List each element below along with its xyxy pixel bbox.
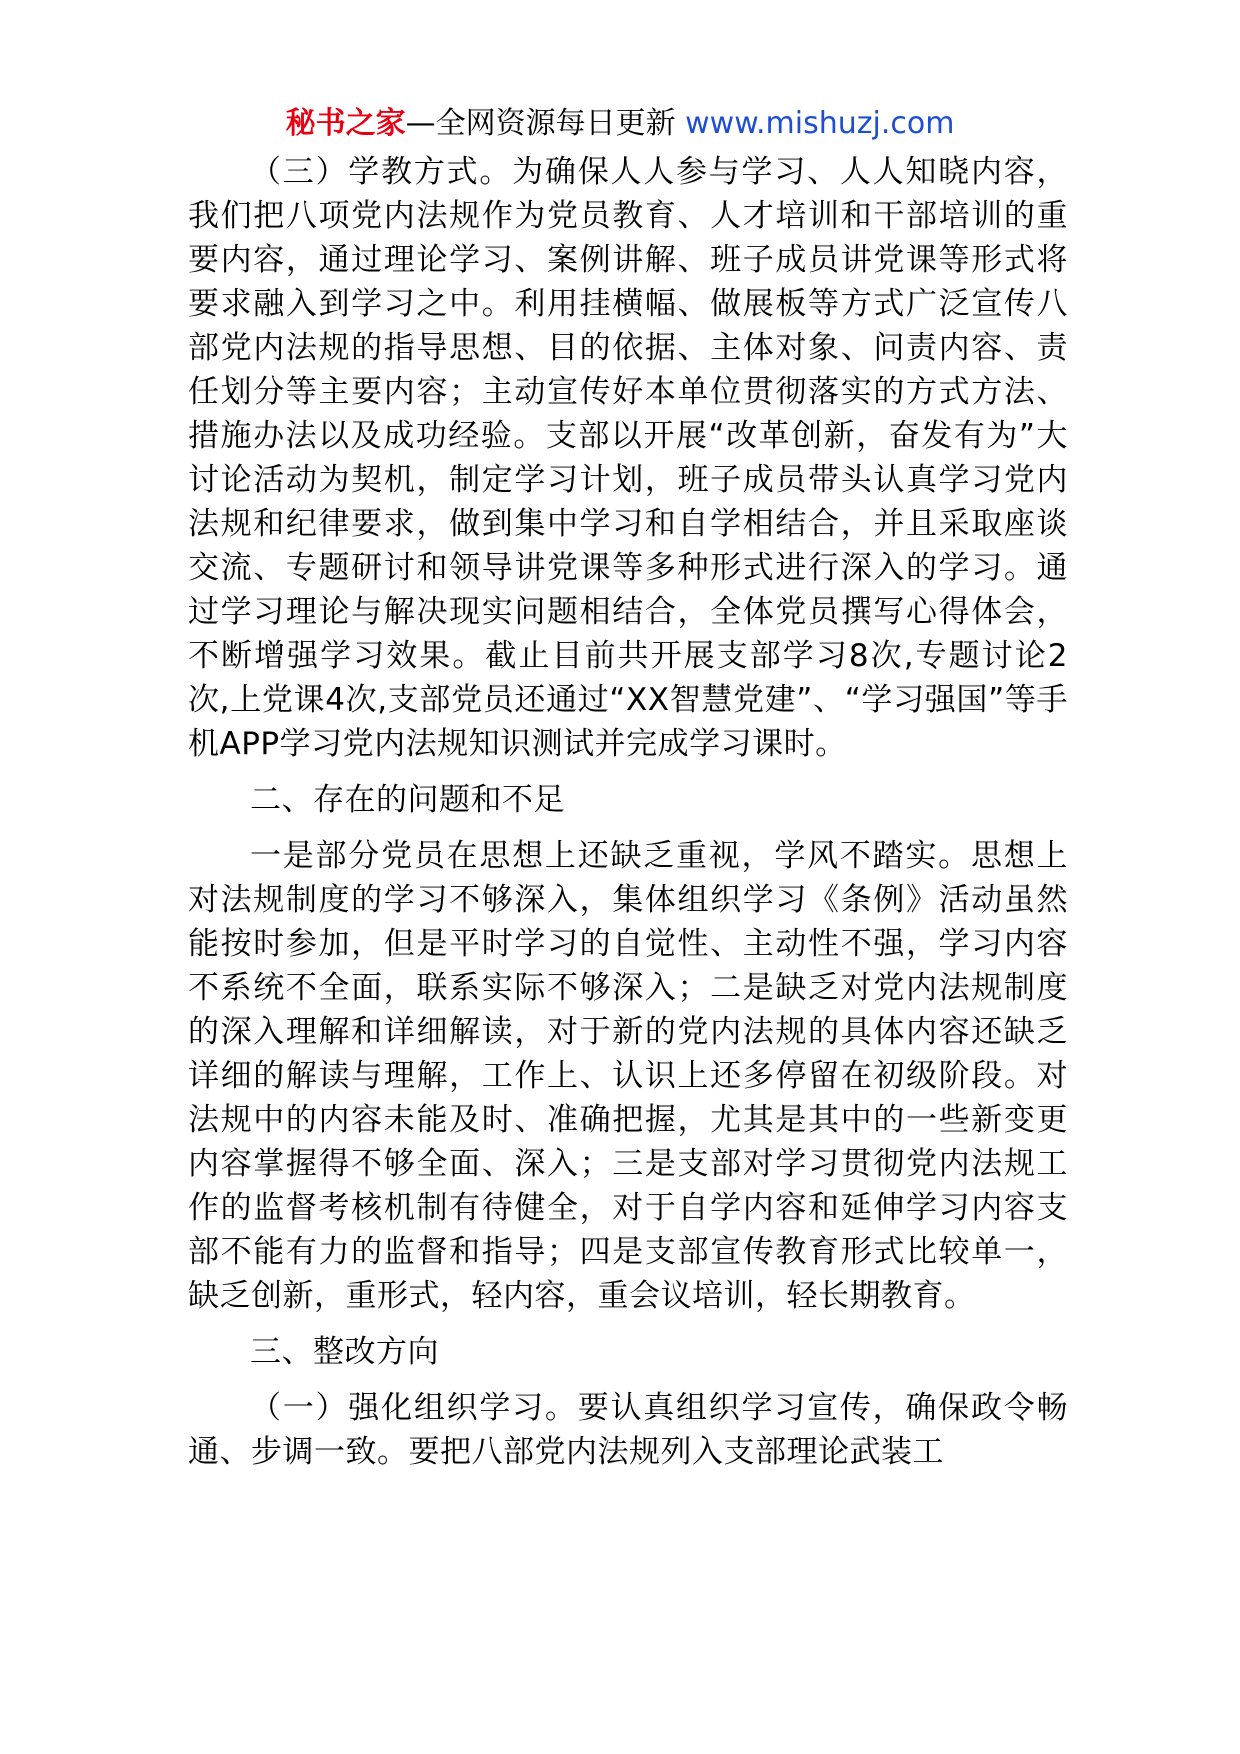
- section-heading-problems: 二、存在的问题和不足: [250, 782, 565, 818]
- paragraph-study-methods: （三）学教方式。为确保人人参与学习、人人知晓内容，我们把八项党内法规作为党员教育、人才培训和干部培训的重要内容，通过理论学习、案例讲解、班子成员讲党课等形式将要求融入到学习之中。利用挂横幅、做展板等方式广泛宣传八部党内法规的指导思想、目的依据、主体对象、问责内容、责任划分等主要内容；主动宣传好本单位贯彻落实的方式方法、措施办法以及成功经验。支部以开展“改革创新，奋发有为”大讨论活动为契机，制定学习计划，班子成员带头认真学习党内法规和纪律要求，做到集中学习和自学相结合，并且采取座谈交流、专题研讨和领导讲党课等多种形式进行深入的学习。通过学习理论与解决现实问题相结合，全体党员撰写心得体会，不断增强学习效果。截止目前共开展支部学习8次,专题讨论2次,上党课4次,支部党员还通过“XX智慧党建”、“学习强国”等手机APP学习党内法规知识测试并完成学习课时。: [188, 154, 1068, 762]
- paragraph-problems: 一是部分党员在思想上还缺乏重视，学风不踏实。思想上对法规制度的学习不够深入，集体组织学习《条例》活动虽然能按时参加，但是平时学习的自觉性、主动性不强，学习内容不系统不全面，联系实际不够深入；二是缺乏对党内法规制度的深入理解和详细解读，对于新的党内法规的具体内容还缺乏详细的解读与理解，工作上、认识上还多停留在初级阶段。对法规中的内容未能及时、准确把握，尤其是其中的一些新变更内容掌握得不够全面、深入；三是支部对学习贯彻党内法规工作的监督考核机制有待健全，对于自学内容和延伸学习内容支部不能有力的监督和指导；四是支部宣传教育形式比较单一，缺乏创新，重形式，轻内容，重会议培训，轻长期教育。: [188, 838, 1068, 1314]
- brand-name: 秘书之家: [285, 106, 406, 141]
- document-body: [188, 150, 1068, 1486]
- header-tagline: —全网资源每日更新: [405, 106, 676, 141]
- site-url-link[interactable]: www.mishuzj.com: [685, 106, 955, 141]
- paragraph-strengthen-study: （一）强化组织学习。要认真组织学习宣传，确保政令畅通、步调一致。要把八部党内法规列入支部理论武装工: [188, 1390, 1068, 1470]
- page-header: [0, 104, 1240, 144]
- section-heading-rectification: 三、整改方向: [250, 1334, 439, 1370]
